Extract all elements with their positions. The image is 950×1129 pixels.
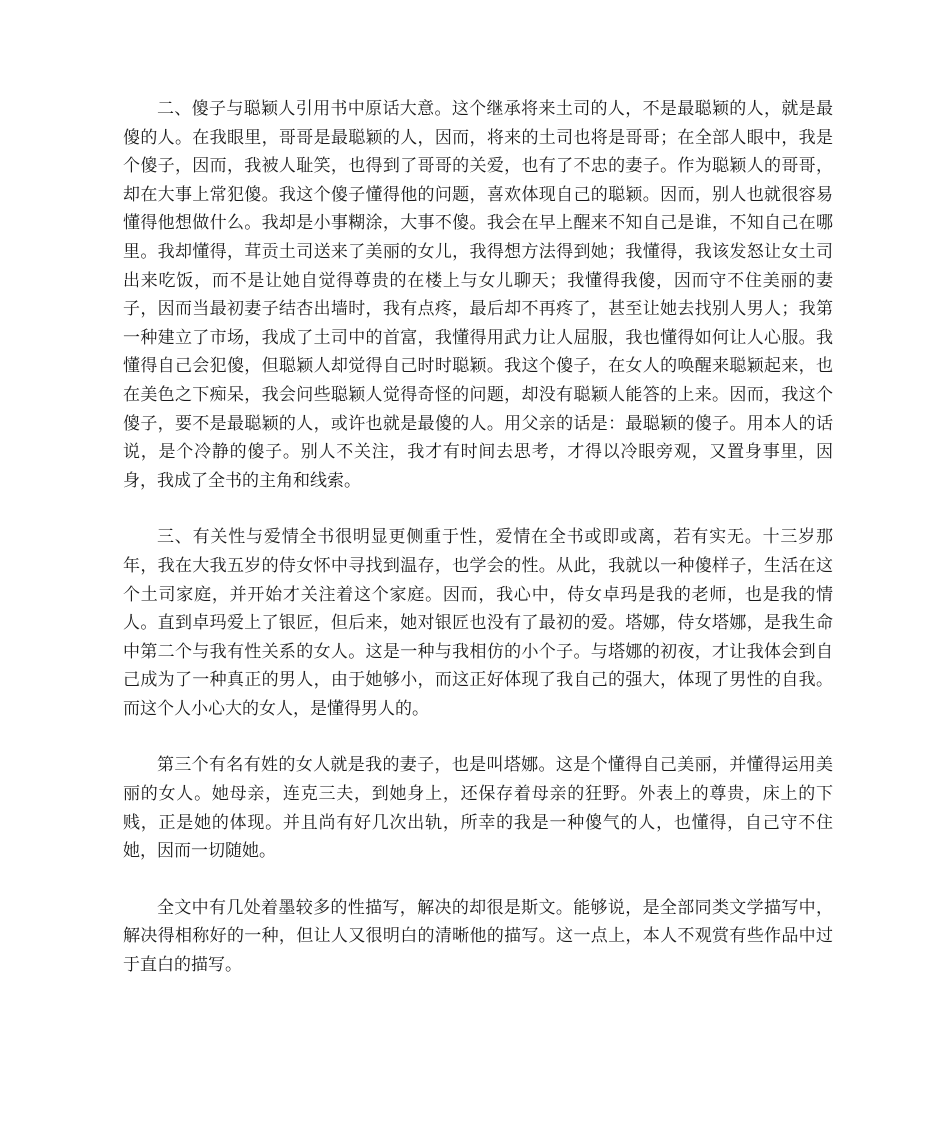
paragraph-fools-and-wise: 二、傻子与聪颖人引用书中原话大意。这个继承将来土司的人，不是最聪颖的人，就是最傻的人。在我眼里，哥哥是最聪颖的人，因而，将来的土司也将是哥哥；在全部人眼中，我是个傻子，因而，我被人耻笑，也得到了哥哥的关爱，也有了不忠的妻子。作为聪颖人的哥哥，却在大事上常犯傻。我这个傻子懂得他的问题，喜欢体现自己的聪颖。因而，别人也就很容易懂得他想做什么。我却是小事糊涂，大事不傻。我会在早上醒来不知自己是谁，不知自己在哪里。我却懂得，茸贡土司送来了美丽的女儿，我得想方法得到她；我懂得，我该发怒让女土司出来吃饭，而不是让她自觉得尊贵的在楼上与女儿聊天；我懂得我傻，因而守不住美丽的妻子，因而当最初妻子结杏出墙时，我有点疼，最后却不再疼了，甚至让她去找别人男人；我第一种建立了市场，我成了土司中的首富，我懂得用武力让人屈服，我也懂得如何让人心服。我懂得自己会犯傻，但聪颖人却觉得自己时时聪颖。我这个傻子，在女人的唤醒来聪颖起来，也在美色之下痴呆，我会问些聪颖人觉得奇怪的问题，却没有聪颖人能答的上来。因而，我这个傻子，要不是最聪颖的人，或许也就是最傻的人。用父亲的话是：最聪颖的傻子。用本人的话说，是个冷静的傻子。别人不关注，我才有时间去思考，才得以冷眼旁观，又置身事里，因身，我成了全书的主角和线索。 [123,99,833,491]
paragraph-wife-tana: 第三个有名有姓的女人就是我的妻子，也是叫塔娜。这是个懂得自己美丽，并懂得运用美丽的女人。她母亲，连克三夫，到她身上，还保存着母亲的狂野。外表上的尊贵，床上的下贱，正是她的体现。并且尚有好几次出轨，所幸的我是一种傻气的人，也懂得，自己守不住她，因而一切随她。 [123,755,833,862]
paragraph-sex-and-love: 三、有关性与爱情全书很明显更侧重于性，爱情在全书或即或离，若有实无。十三岁那年，我在大我五岁的侍女怀中寻找到温存，也学会的性。从此，我就以一种傻样子，生活在这个土司家庭，并开始才关注着这个家庭。因而，我心中，侍女卓玛是我的老师，也是我的情人。直到卓玛爱上了银匠，但后来，她对银匠也没有了最初的爱。塔娜，侍女塔娜，是我生命中第二个与我有性关系的女人。这是一种与我相仿的小个子。与塔娜的初夜，才让我体会到自己成为了一种真正的男人，由于她够小，而这正好体现了我自己的强大，体现了男性的自我。而这个人小心大的女人，是懂得男人的。 [123,527,833,719]
document-body [123,95,833,980]
paragraph-writing-style: 全文中有几处着墨较多的性描写，解决的却很是斯文。能够说，是全部同类文学描写中，解决得相称好的一种，但让人又很明白的清晰他的描写。这一点上，本人不观赏有些作品中过于直白的描写。 [123,897,833,976]
